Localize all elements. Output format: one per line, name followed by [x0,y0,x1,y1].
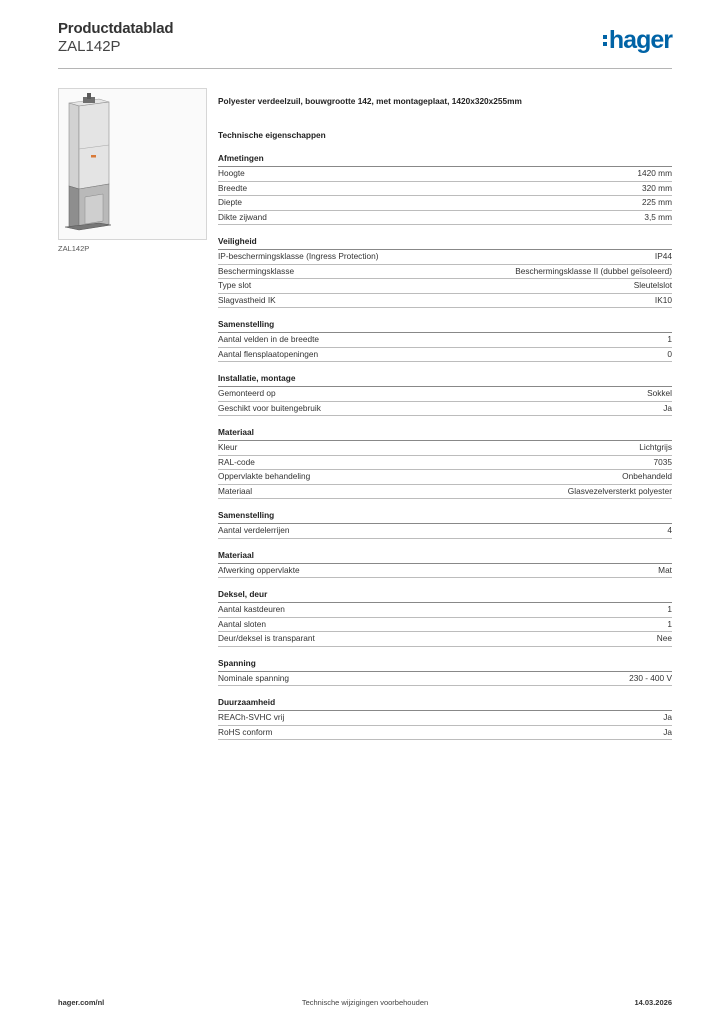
section-title: Deksel, deur [218,589,672,603]
section-title: Samenstelling [218,319,672,333]
image-caption: ZAL142P [58,244,90,253]
spec-label: Type slot [218,280,252,290]
section-title: Samenstelling [218,510,672,524]
spec-value: Beschermingsklasse II (dubbel geïsoleerd) [515,265,672,276]
footer-notice: Technische wijzigingen voorbehouden [301,998,429,1007]
spec-label: Aantal verdelerrijen [218,525,290,535]
spec-label: Geschikt voor buitengebruik [218,402,321,413]
spec-label: Afwerking oppervlakte [218,564,300,575]
spec-row [218,265,672,280]
spec-value: 1 [667,604,672,614]
spec-label: IP-beschermingsklasse (Ingress Protection) [218,251,379,261]
document-title: Productdatablad [58,20,174,37]
spec-value: Ja [663,726,672,737]
spec-section [218,697,672,740]
spec-section [218,373,672,416]
spec-row [218,196,672,211]
tech-properties-title: Technische eigenschappen [218,130,326,140]
spec-row [218,524,672,539]
spec-value: Ja [663,712,672,722]
spec-label: Aantal kastdeuren [218,604,285,614]
spec-label: Gemonteerd op [218,388,276,398]
spec-row [218,456,672,471]
spec-value: Glasvezelversterkt polyester [567,485,672,496]
logo-text: hager [608,26,672,54]
spec-value: 1 [667,334,672,344]
spec-value: Mat [658,564,672,575]
spec-label: Dikte zijwand [218,211,267,222]
spec-row [218,470,672,485]
distribution-pillar-image [58,88,207,240]
spec-value: 0 [667,348,672,359]
spec-row [218,564,672,579]
spec-label: Aantal flensplaatopeningen [218,348,319,359]
spec-value: Nee [656,633,672,643]
section-title: Installatie, montage [218,373,672,387]
spec-row [218,348,672,363]
spec-section [218,153,672,225]
spec-value: IP44 [654,251,672,261]
spec-row [218,441,672,456]
section-title: Materiaal [218,550,672,564]
footer-website[interactable]: hager.com/nl [58,998,105,1007]
spec-value: 7035 [653,456,672,467]
spec-section [218,589,672,647]
spec-value: Sleutelslot [633,280,672,290]
product-description: Polyester verdeelzuil, bouwgrootte 142, met montageplaat, 1420x320x255mm [218,96,522,106]
spec-section [218,658,672,687]
header-divider [58,68,672,69]
section-title: Veiligheid [218,236,672,250]
spec-value: Ja [663,402,672,413]
section-title: Duurzaamheid [218,697,672,711]
spec-section [218,550,672,579]
spec-label: RoHS conform [218,726,273,737]
spec-value: 230 - 400 V [629,672,672,683]
section-title: Materiaal [218,427,672,441]
spec-value: IK10 [654,294,672,305]
spec-row [218,402,672,417]
spec-label: Kleur [218,442,238,452]
spec-row [218,726,672,741]
spec-row [218,387,672,402]
spec-label: Aantal sloten [218,618,266,629]
spec-value: 320 mm [642,182,672,193]
spec-value: Sokkel [647,388,672,398]
spec-value: 1 [667,618,672,629]
spec-label: Nominale spanning [218,672,290,683]
footer-date: 14.03.2026 [634,998,672,1007]
distribution-pillar-icon [59,89,206,239]
spec-label: Materiaal [218,485,253,496]
spec-value: Onbehandeld [622,471,672,481]
spec-section [218,319,672,362]
spec-section [218,236,672,308]
spec-label: REACh-SVHC vrij [218,712,285,722]
spec-value: 3,5 mm [644,211,672,222]
spec-row [218,618,672,633]
spec-row [218,294,672,309]
spec-label: Breedte [218,182,248,193]
spec-section [218,427,672,499]
spec-row [218,672,672,687]
hager-logo [603,28,672,53]
product-content [218,96,672,751]
spec-row [218,182,672,197]
spec-value: 225 mm [642,197,672,207]
spec-value: 4 [667,525,672,535]
spec-row [218,603,672,618]
spec-label: Deur/deksel is transparant [218,633,315,643]
spec-value: Lichtgrijs [639,442,672,452]
section-title: Afmetingen [218,153,672,167]
spec-label: Oppervlakte behandeling [218,471,311,481]
spec-label: Slagvastheid IK [218,294,276,305]
spec-label: Beschermingsklasse [218,265,295,276]
spec-row [218,333,672,348]
spec-label: Aantal velden in de breedte [218,334,320,344]
spec-label: Hoogte [218,168,245,178]
spec-row [218,211,672,226]
spec-row [218,632,672,647]
spec-value: 1420 mm [637,168,672,178]
spec-row [218,167,672,182]
spec-section [218,510,672,539]
spec-row [218,711,672,726]
spec-sections [218,153,672,740]
spec-label: RAL-code [218,456,255,467]
spec-row [218,485,672,500]
section-title: Spanning [218,658,672,672]
spec-row [218,279,672,294]
spec-label: Diepte [218,197,242,207]
document-header [58,20,173,55]
spec-row [218,250,672,265]
product-code: ZAL142P [58,38,121,55]
logo-dots-icon [603,35,607,46]
